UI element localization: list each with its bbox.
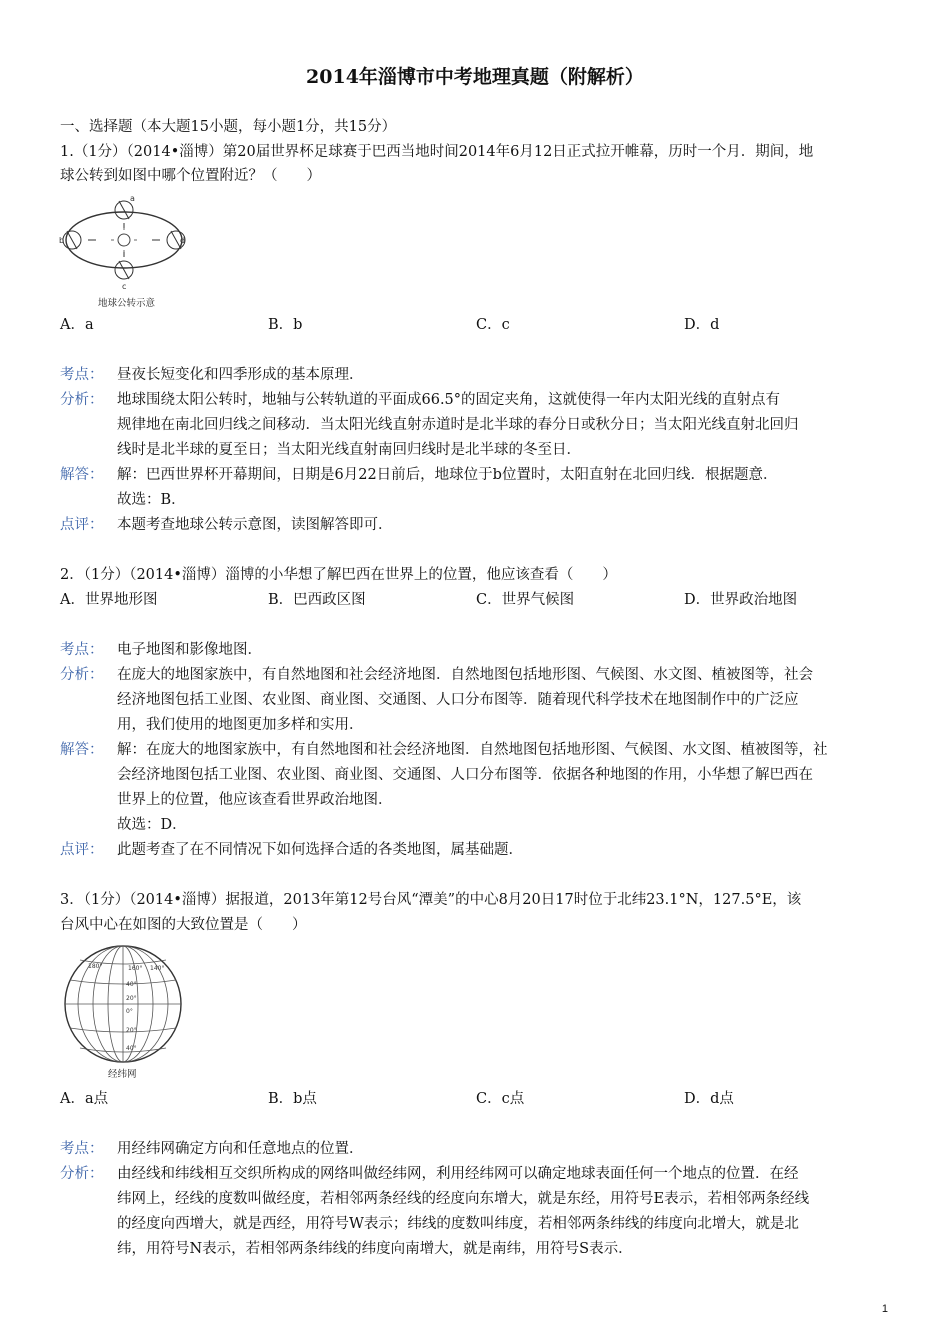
q2-jieda-line-1: 解：在庞大的地图家族中，有自然地图和社会经济地图．自然地图包括地形图、气候图、水文图、植被图等，社	[117, 742, 828, 758]
q3-kaodian: 用经纬网确定方向和任意地点的位置．	[117, 1141, 364, 1157]
grid-figure-caption: 经纬网	[108, 1069, 137, 1080]
q2-option-c: C．世界气候图	[476, 592, 575, 608]
tick-180: 180°	[88, 963, 103, 970]
q2-kaodian: 电子地图和影像地图．	[117, 642, 262, 658]
orbit-figure-caption: 地球公转示意	[98, 298, 156, 309]
tick-20s: 20°	[126, 1027, 137, 1034]
q1-jieda-line-2: 故选：B．	[117, 492, 186, 508]
q3-kaodian-label: 考点：	[60, 1141, 104, 1157]
earth-orbit-figure	[58, 190, 193, 310]
q2-dianping-label: 点评：	[60, 842, 104, 858]
q3-fenxi-line-3: 的经度向西增大，就是西经，用符号W表示；纬线的度数叫纬度，若相邻两条纬线的纬度向北增大，就是北	[117, 1216, 799, 1232]
q1-fenxi-line-1: 地球围绕太阳公转时，地轴与公转轨道的平面成66.5°的固定夹角，这就使得一年内太阳光线的直射点有	[117, 392, 781, 408]
q2-jieda-line-2: 会经济地图包括工业图、农业图、商业图、交通图、人口分布图等．依据各种地图的作用，小华想了解巴西在	[117, 767, 813, 783]
figure-letter-b: b	[59, 236, 65, 245]
q2-option-b: B．巴西政区图	[268, 592, 366, 608]
q1-jieda-label: 解答：	[60, 467, 104, 483]
q1-fenxi-line-2: 规律地在南北回归线之间移动．当太阳光线直射赤道时是北半球的春分日或秋分日；当太阳光线直射北回归	[117, 417, 799, 433]
figure-letter-d: d	[180, 236, 186, 245]
q1-dianping-label: 点评：	[60, 517, 104, 533]
q2-option-d: D．世界政治地图	[684, 592, 798, 608]
q3-stem-line-2: 台风中心在如图的大致位置是（ ）	[60, 917, 307, 933]
q1-fenxi-line-3: 线时是北半球的夏至日；当太阳光线直射南回归线时是北半球的冬至日．	[117, 442, 581, 458]
q2-stem: 2．（1分）（2014•淄博）淄博的小华想了解巴西在世界上的位置，他应该查看（ ）	[60, 567, 617, 583]
q2-kaodian-label: 考点：	[60, 642, 104, 658]
q1-kaodian-label: 考点：	[60, 367, 104, 383]
q1-option-c: C．c	[476, 317, 510, 333]
page-title: 2014年淄博市中考地理真题（附解析）	[306, 66, 644, 88]
q1-jieda-line-1: 解：巴西世界杯开幕期间，日期是6月22日前后，地球位于b位置时，太阳直射在北回归线．根据题意．	[117, 467, 778, 483]
tick-20n: 20°	[126, 995, 137, 1002]
q1-stem-line-2: 球公转到如图中哪个位置附近？（ ）	[60, 168, 321, 184]
q3-option-d: D．d点	[684, 1091, 734, 1107]
q2-fenxi-line-1: 在庞大的地图家族中，有自然地图和社会经济地图．自然地图包括地形图、气候图、水文图、植被图等，社会	[117, 667, 813, 683]
q3-fenxi-line-1: 由经线和纬线相互交织所构成的网络叫做经纬网，利用经纬网可以确定地球表面任何一个地点的位置．在经	[117, 1166, 799, 1182]
tick-160: 160°	[128, 965, 143, 972]
q3-option-c: C．c点	[476, 1091, 525, 1107]
q2-jieda-line-3: 世界上的位置，他应该查看世界政治地图．	[117, 792, 393, 808]
tick-0: 0°	[126, 1008, 133, 1015]
q2-jieda-line-4: 故选：D．	[117, 817, 187, 833]
q3-fenxi-label: 分析：	[60, 1166, 104, 1182]
figure-letter-c: c	[122, 282, 127, 291]
q1-option-b: B．b	[268, 317, 303, 333]
q1-kaodian: 昼夜长短变化和四季形成的基本原理．	[117, 367, 364, 383]
tick-40n: 40°	[126, 981, 137, 988]
q1-fenxi-label: 分析：	[60, 392, 104, 408]
q3-option-a: A．a点	[60, 1091, 109, 1107]
q1-stem-line-1: 1.（1分）（2014•淄博）第20届世界杯足球赛于巴西当地时间2014年6月12日正式拉开帷幕，历时一个月．期间，地	[60, 144, 814, 160]
tick-140: 140°	[150, 965, 165, 972]
q3-fenxi-line-2: 纬网上，经线的度数叫做经度，若相邻两条经线的经度向东增大，就是东经，用符号E表示，若相邻两条经线	[117, 1191, 810, 1207]
q1-option-d: D．d	[684, 317, 720, 333]
q3-fenxi-line-4: 纬，用符号N表示，若相邻两条纬线的纬度向南增大，就是南纬，用符号S表示．	[117, 1241, 633, 1257]
page-number: 1	[881, 1303, 888, 1315]
q2-dianping: 此题考查了在不同情况下如何选择合适的各类地图，属基础题．	[117, 842, 523, 858]
q1-dianping: 本题考查地球公转示意图，读图解答即可．	[117, 517, 393, 533]
q2-fenxi-line-2: 经济地图包括工业图、农业图、商业图、交通图、人口分布图等．随着现代科学技术在地图制作中的广泛应	[117, 692, 799, 708]
figure-letter-a: a	[130, 194, 135, 203]
q2-jieda-label: 解答：	[60, 742, 104, 758]
tick-40s: 40°	[126, 1045, 137, 1052]
q2-option-a: A．世界地形图	[60, 592, 158, 608]
sun-icon	[118, 234, 130, 246]
q3-option-b: B．b点	[268, 1091, 317, 1107]
q2-fenxi-line-3: 用，我们使用的地图更加多样和实用．	[117, 717, 364, 733]
q1-option-a: A．a	[60, 317, 94, 333]
section-heading: 一、选择题（本大题15小题，每小题1分，共15分）	[60, 119, 397, 135]
q3-stem-line-1: 3．（1分）（2014•淄博）据报道，2013年第12号台风“潭美”的中心8月20日17时位于北纬23.1°N，127.5°E，该	[60, 892, 802, 908]
q2-fenxi-label: 分析：	[60, 667, 104, 683]
lat-long-grid-figure	[60, 940, 188, 1080]
